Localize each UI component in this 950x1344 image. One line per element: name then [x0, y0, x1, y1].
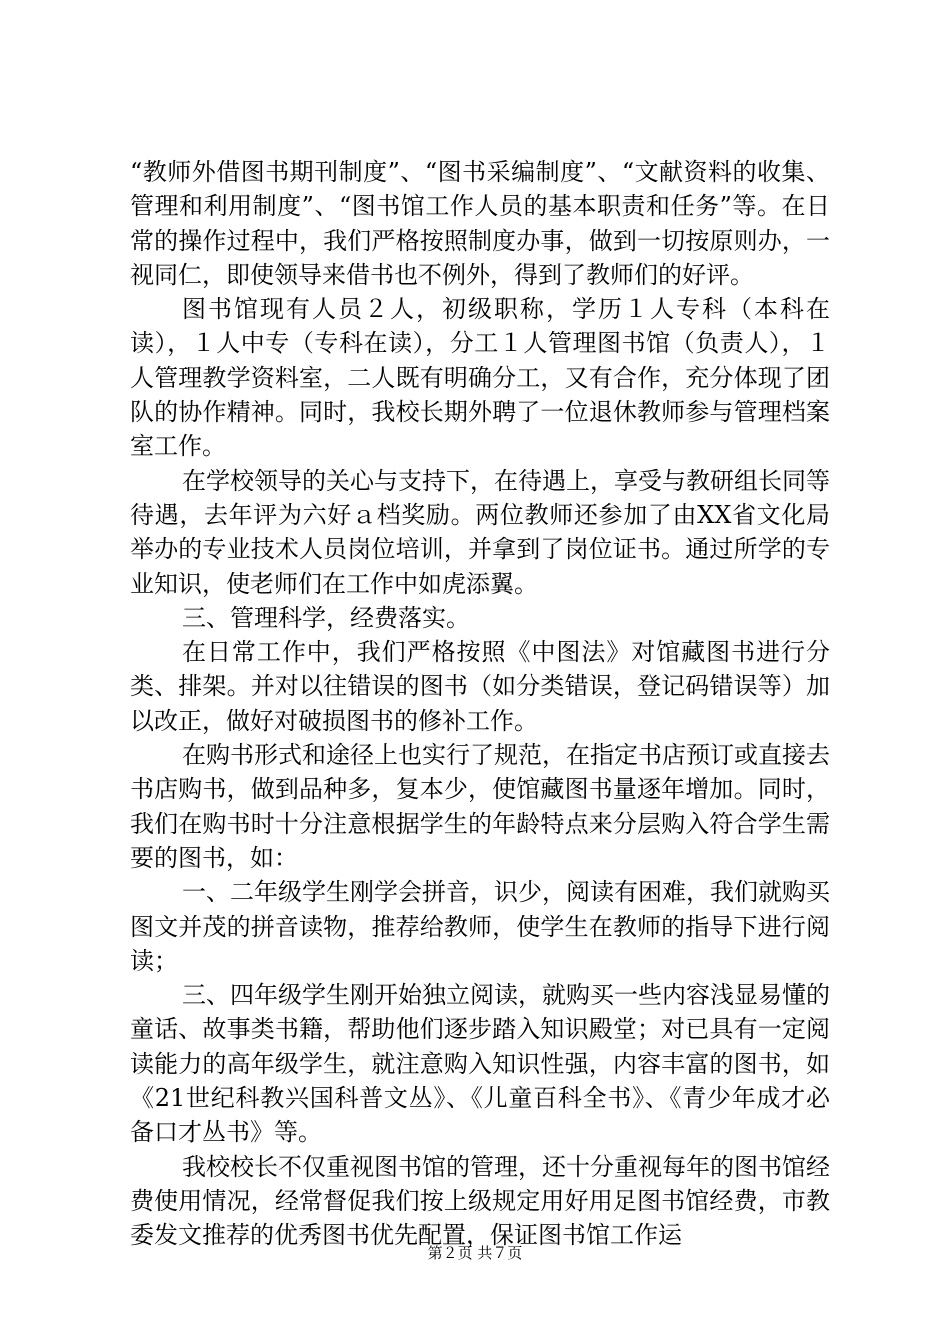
paragraph-2: 图书馆现有人员２人，初级职称，学历１人专科（本科在读），１人中专（专科在读），分工１人管理图书馆（负责人），１人管理教学资料室，二人既有明确分工，又有合作，充分体现了团队的协作精神。同时，我校长期外聘了一位退休教师参与管理档案室工作。	[130, 295, 830, 461]
paragraph-5: 在购书形式和途径上也实行了规范，在指定书店预订或直接去书店购书，做到品种多，复本少，使馆藏图书量逐年增加。同时，我们在购书时十分注意根据学生的年龄特点来分层购入符合学生需要的图书，如：	[130, 741, 830, 872]
paragraph-7: 三、四年级学生刚开始独立阅读，就购买一些内容浅显易懂的童话、故事类书籍，帮助他们逐步踏入知识殿堂；对已具有一定阅读能力的高年级学生，就注意购入知识性强，内容丰富的图书，如《21世纪科教兴国科普文丛》、《儿童百科全书》、《青少年成才必备口才丛书》等。	[130, 981, 830, 1147]
paragraph-6: 一、二年级学生刚学会拼音，识少，阅读有困难，我们就购买图文并茂的拼音读物，推荐给教师，使学生在教师的指导下进行阅读；	[130, 878, 830, 975]
paragraph-3: 在学校领导的关心与支持下，在待遇上，享受与教研组长同等待遇，去年评为六好ａ档奖励。两位教师还参加了由XX省文化局举办的专业技术人员岗位培训，并拿到了岗位证书。通过所学的专业知识，使老师们在工作中如虎添翼。	[130, 466, 830, 598]
document-body	[130, 155, 830, 1253]
paragraph-1: “教师外借图书期刊制度”、“图书采编制度”、“文献资料的收集、管理和利用制度”、“图书馆工作人员的基本职责和任务”等。在日常的操作过程中，我们严格按照制度办事，做到一切按原则办，一视同仁，即使领导来借书也不例外，得到了教师们的好评。	[130, 158, 830, 289]
section-heading-3: 三、管理科学，经费落实。	[182, 603, 470, 632]
paragraph-4: 在日常工作中，我们严格按照《中图法》对馆藏图书进行分类、排架。并对以往错误的图书（如分类错误，登记码错误等）加以改正，做好对破损图书的修补工作。	[130, 638, 830, 735]
page-footer: 第２页 共７页	[427, 1244, 523, 1262]
paragraph-8: 我校校长不仅重视图书馆的管理，还十分重视每年的图书馆经费使用情况，经常督促我们按上级规定用好用足图书馆经费，市教委发文推荐的优秀图书优先配置，保证图书馆工作运	[130, 1152, 830, 1250]
